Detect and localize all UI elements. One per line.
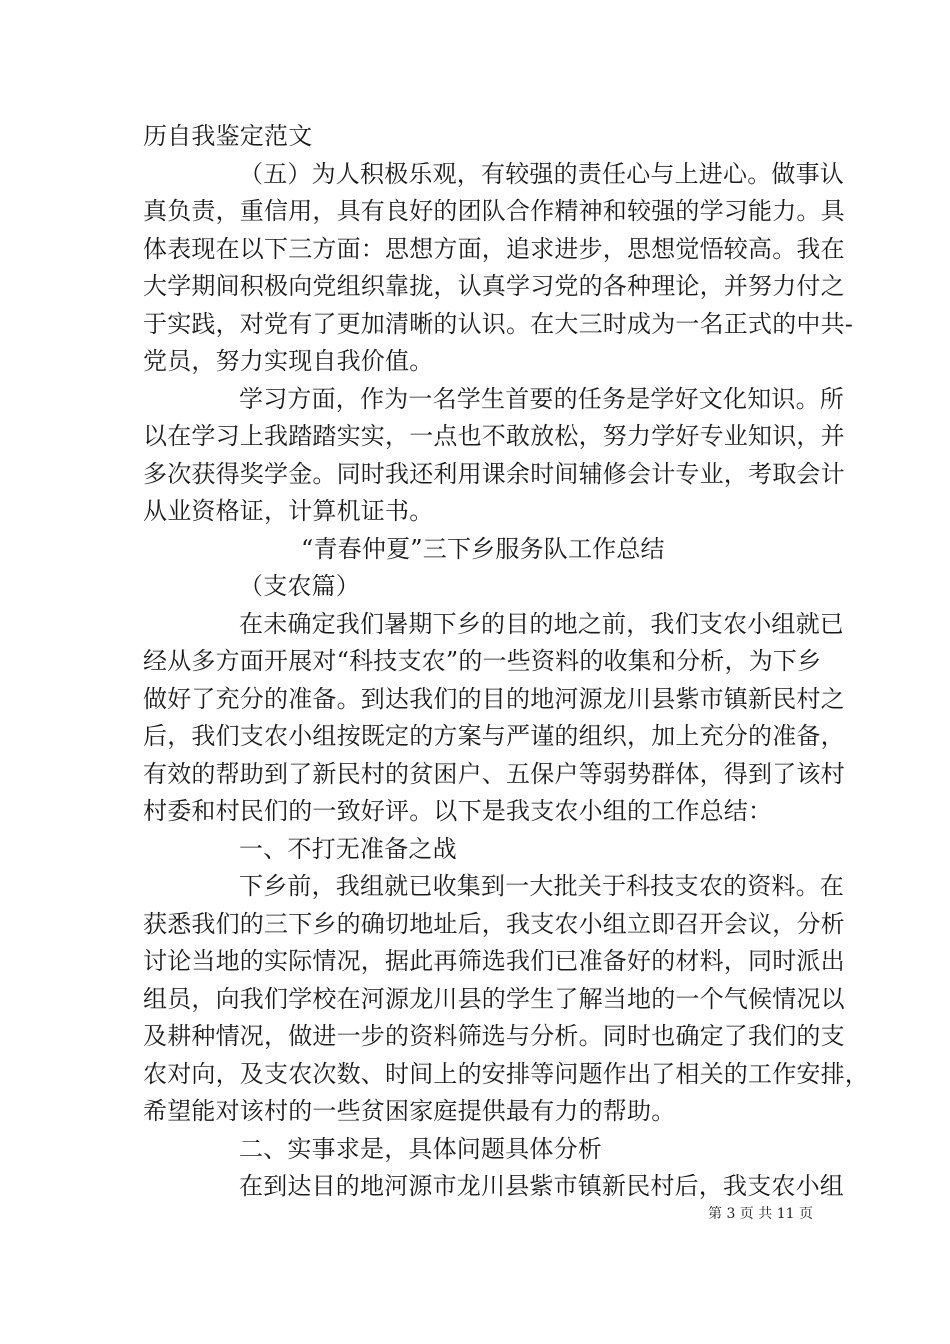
text-line: 大学期间积极向党组织靠拢，认真学习党的各种理论，并努力付之	[143, 272, 845, 300]
text-line: （支农篇）	[239, 572, 360, 600]
text-line: 组员，向我们学校在河源龙川县的学生了解当地的一个气候情况以	[143, 984, 845, 1013]
text-line: 农对向，及支农次数、时间上的安排等问题作出了相关的工作安排，	[143, 1059, 869, 1088]
text-line: 在未确定我们暑期下乡的目的地之前，我们支农小组就已	[239, 609, 844, 638]
text-line: 二、实事求是，具体问题具体分析	[239, 1134, 602, 1163]
text-line: 从业资格证，计算机证书。	[143, 497, 434, 525]
text-line: 获悉我们的三下乡的确切地址后，我支农小组立即召开会议，分析	[143, 909, 845, 938]
text-line: 经从多方面开展对“科技支农”的一些资料的收集和分析，为下乡	[143, 647, 822, 675]
text-line: 希望能对该村的一些贫困家庭提供最有力的帮助。	[143, 1097, 676, 1125]
document-body	[143, 118, 869, 1206]
text-line: 历自我鉴定范文	[143, 122, 313, 150]
text-line: 做好了充分的准备。到达我们的目的地河源龙川县紫市镇新民村之	[143, 684, 845, 713]
text-line: 有效的帮助到了新民村的贫困户、五保户等弱势群体，得到了该村	[143, 759, 845, 788]
text-line: 以在学习上我踏踏实实，一点也不敢放松，努力学好专业知识，并	[143, 422, 845, 450]
text-line: 及耕种情况，做进一步的资料筛选与分析。同时也确定了我们的支	[143, 1022, 845, 1050]
text-line: 后，我们支农小组按既定的方案与严谨的组织，加上充分的准备，	[143, 722, 845, 750]
text-line: （五）为人积极乐观，有较强的责任心与上进心。做事认	[239, 159, 844, 188]
text-line: 村委和村民们的一致好评。以下是我支农小组的工作总结：	[143, 797, 773, 825]
text-line: 真负责，重信用，具有良好的团队合作精神和较强的学习能力。具	[143, 197, 845, 225]
page-number: 第 3 页 共 11 页	[708, 1206, 813, 1222]
text-line: 讨论当地的实际情况，据此再筛选我们已准备好的材料，同时派出	[143, 947, 845, 975]
text-line: 党员，努力实现自我价值。	[143, 347, 434, 375]
text-line: 体表现在以下三方面：思想方面，追求进步，思想觉悟较高。我在	[143, 234, 845, 263]
text-line: 于实践，对党有了更加清晰的认识。在大三时成为一名正式的中共-	[143, 309, 854, 338]
text-line: 下乡前，我组就已收集到一大批关于科技支农的资料。在	[239, 872, 844, 900]
text-line: 多次获得奖学金。同时我还利用课余时间辅修会计专业，考取会计	[143, 459, 845, 488]
text-line: 在到达目的地河源市龙川县紫市镇新民村后，我支农小组	[239, 1172, 844, 1200]
section-title: “青春仲夏”三下乡服务队工作总结	[301, 534, 665, 563]
text-line: 学习方面，作为一名学生首要的任务是学好文化知识。所	[239, 384, 844, 413]
text-line: 一、不打无准备之战	[239, 834, 457, 863]
